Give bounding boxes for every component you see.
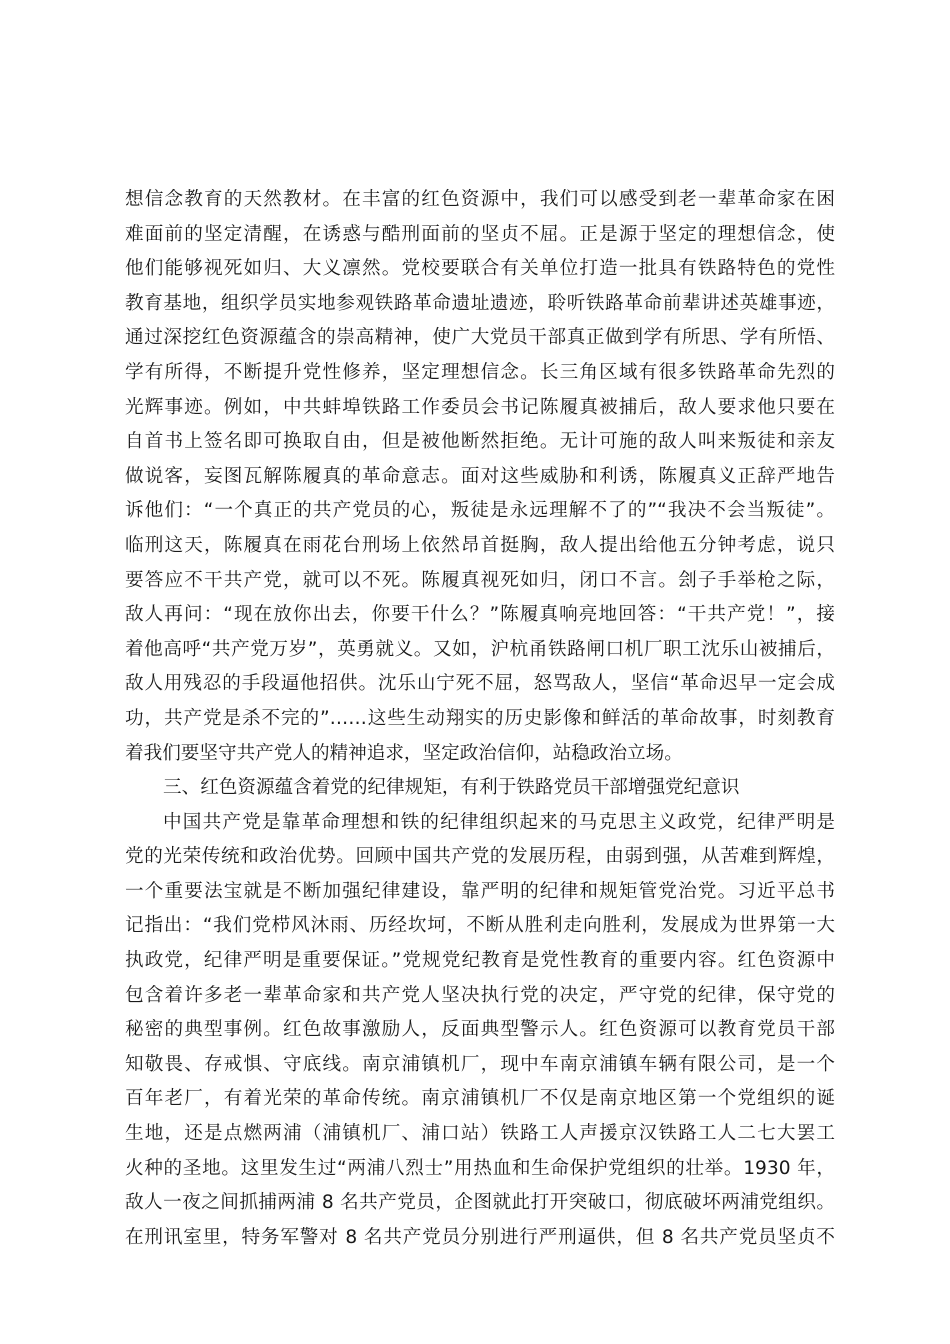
section-heading: 三、红色资源蕴含着党的纪律规矩，有利于铁路党员干部增强党纪意识 [163, 777, 740, 799]
text-line: 敌人再问：“现在放你出去，你要干什么？”陈履真响亮地回答：“干共产党！”，接 [125, 604, 835, 626]
text-line: 自首书上签名即可换取自由，但是被他断然拒绝。无计可施的敌人叫来叛徒和亲友 [125, 431, 835, 453]
text-line: 诉他们：“一个真正的共产党员的心，叛徒是永远理解不了的”“我决不会当叛徒”。 [125, 500, 835, 522]
text-line: 临刑这天，陈履真在雨花台刑场上依然昂首挺胸，敌人提出给他五分钟考虑，说只 [125, 534, 835, 556]
text-line: 包含着许多老一辈革命家和共产党人坚决执行党的决定，严守党的纪律，保守党的 [125, 984, 835, 1006]
text-line: 学有所得，不断提升党性修养，坚定理想信念。长三角区域有很多铁路革命先烈的 [125, 361, 835, 383]
text-line: 光辉事迹。例如，中共蚌埠铁路工作委员会书记陈履真被捕后，敌人要求他只要在 [125, 396, 835, 418]
text-line: 党的光荣传统和政治优势。回顾中国共产党的发展历程，由弱到强，从苦难到辉煌， [125, 846, 835, 868]
text-line: 着我们要坚守共产党人的精神追求，坚定政治信仰，站稳政治立场。 [125, 742, 683, 764]
text-line: 记指出：“我们党栉风沐雨、历经坎坷，不断从胜利走向胜利，发展成为世界第一大 [125, 915, 835, 937]
text-line: 要答应不干共产党，就可以不死。陈履真视死如归，闭口不言。刽子手举枪之际， [125, 569, 835, 591]
text-line: 他们能够视死如归、大义凛然。党校要联合有关单位打造一批具有铁路特色的党性 [125, 258, 835, 280]
text-line: 秘密的典型事例。红色故事激励人，反面典型警示人。红色资源可以教育党员干部 [125, 1019, 835, 1041]
text-line: 着他高呼“共产党万岁”，英勇就义。又如，沪杭甬铁路闸口机厂职工沈乐山被捕后， [125, 638, 835, 660]
text-line: 想信念教育的天然教材。在丰富的红色资源中，我们可以感受到老一辈革命家在困 [125, 189, 835, 210]
text-line: 功，共产党是杀不完的”……这些生动翔实的历史影像和鲜活的革命故事，时刻教育 [125, 707, 835, 729]
text-line: 做说客，妄图瓦解陈履真的革命意志。面对这些威胁和利诱，陈履真义正辞严地告 [125, 465, 835, 487]
text-line: 敌人用残忍的手段逼他招供。沈乐山宁死不屈，怒骂敌人，坚信“革命迟早一定会成 [125, 673, 835, 695]
text-line: 执政党，纪律严明是重要保证。”党规党纪教育是党性教育的重要内容。红色资源中 [125, 950, 835, 972]
text-line: 敌人一夜之间抓捕两浦 8 名共产党员，企图就此打开突破口，彻底破坏两浦党组织。 [125, 1192, 835, 1214]
text-line: 中国共产党是靠革命理想和铁的纪律组织起来的马克思主义政党，纪律严明是 [163, 811, 835, 833]
text-line: 火种的圣地。这里发生过“两浦八烈士”用热血和生命保护党组织的壮举。1930 年， [125, 1157, 835, 1179]
text-line: 在刑讯室里，特务军警对 8 名共产党员分别进行严刑逼供，但 8 名共产党员坚贞不 [125, 1226, 835, 1248]
text-line: 百年老厂，有着光荣的革命传统。南京浦镇机厂不仅是南京地区第一个党组织的诞 [125, 1088, 835, 1110]
text-line: 通过深挖红色资源蕴含的崇高精神，使广大党员干部真正做到学有所思、学有所悟、 [125, 327, 835, 349]
text-line: 难面前的坚定清醒，在诱惑与酷刑面前的坚贞不屈。正是源于坚定的理想信念，使 [125, 223, 835, 245]
text-line: 生地，还是点燃两浦（浦镇机厂、浦口站）铁路工人声援京汉铁路工人二七大罢工 [125, 1123, 835, 1145]
text-line: 一个重要法宝就是不断加强纪律建设，靠严明的纪律和规矩管党治党。习近平总书 [125, 880, 835, 902]
document-body [125, 183, 835, 1255]
text-line: 教育基地，组织学员实地参观铁路革命遗址遗迹，聆听铁路革命前辈讲述英雄事迹， [125, 292, 835, 314]
text-line: 知敬畏、存戒惧、守底线。南京浦镇机厂，现中车南京浦镇车辆有限公司，是一个 [125, 1053, 835, 1075]
